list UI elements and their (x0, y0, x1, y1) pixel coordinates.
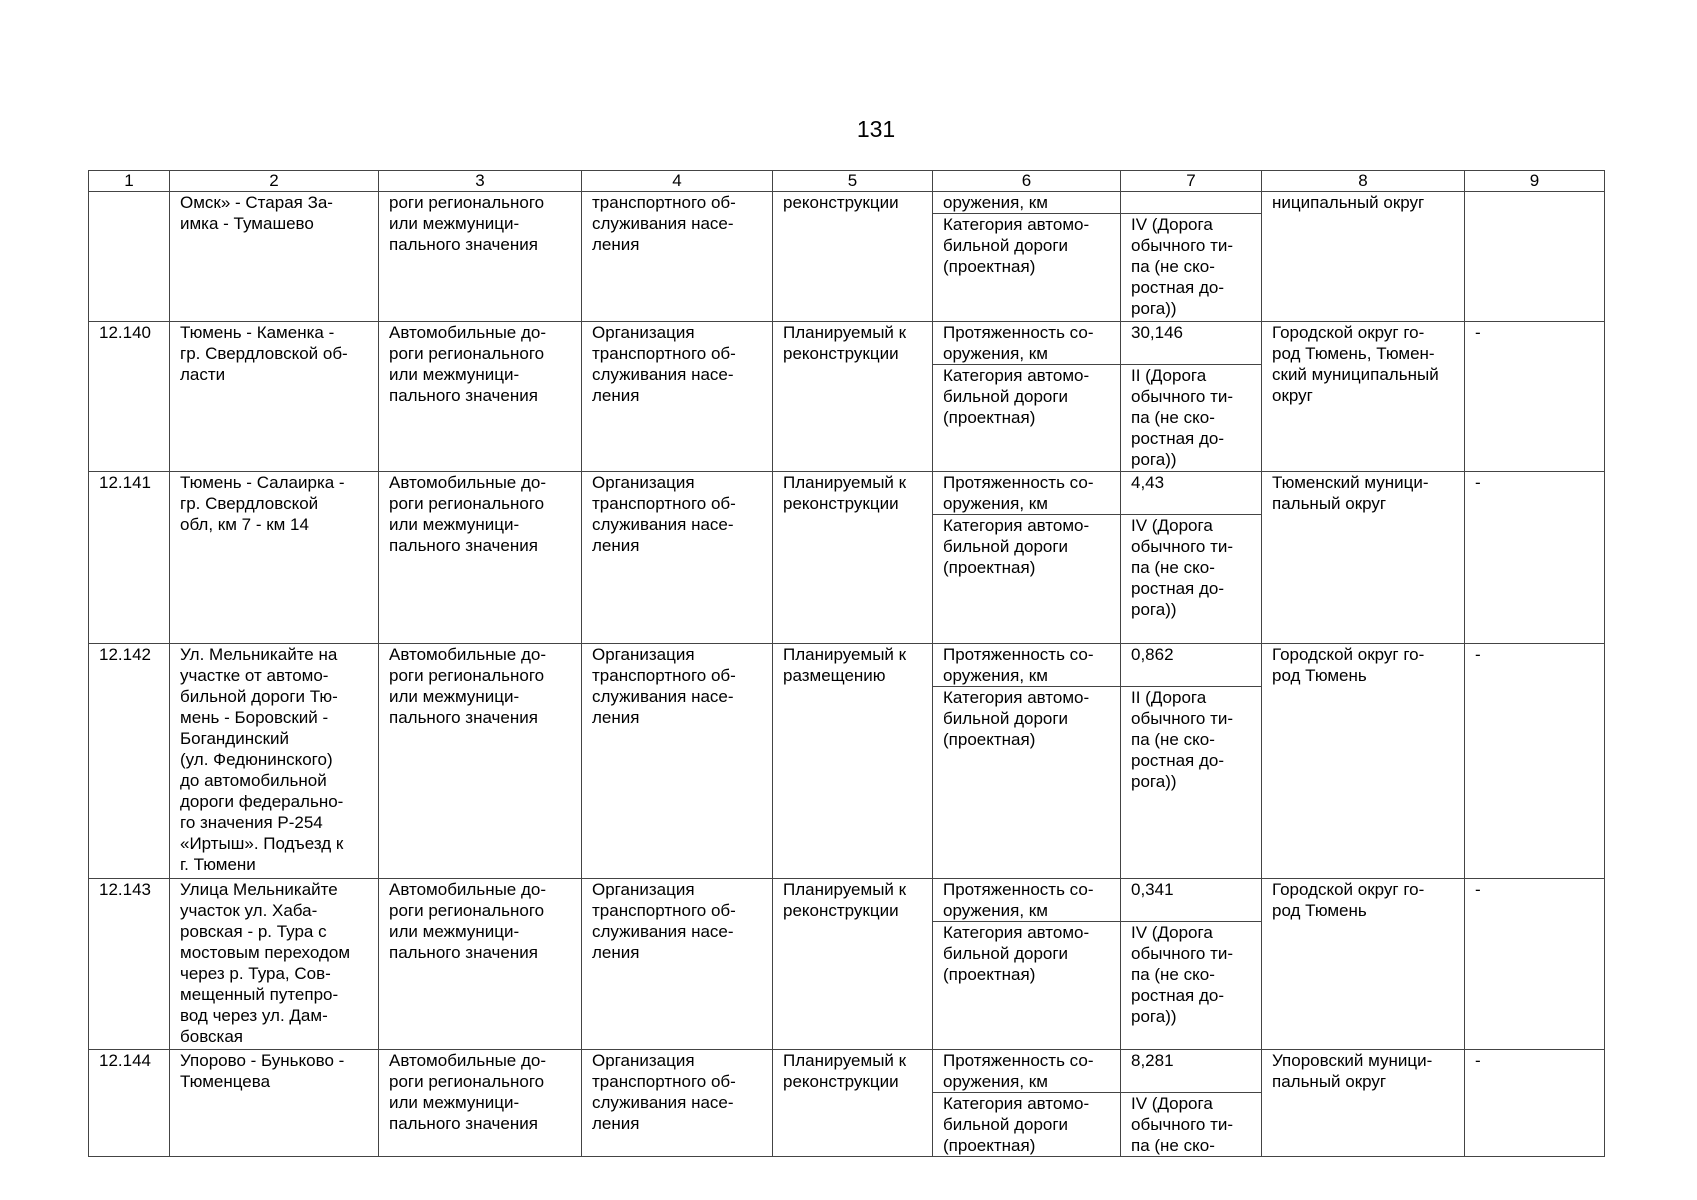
road-name-cell: Улица Мельникайте участок ул. Хаба- ровская - р. Тура с мостовым переходом через р. Тура, Сов- мещенный путепро- вод через ул. Дам- бовская (170, 879, 379, 1050)
category-label-cell: Категория автомо- бильной дороги (проектная) (933, 515, 1121, 644)
column-header-5: 5 (773, 171, 933, 192)
purpose-cell: Организация транспортного об- служивания насе- ления (582, 472, 773, 644)
road-name-cell: Омск» - Старая За- имка - Тумашево (170, 192, 379, 322)
row-number-cell: 12.143 (89, 879, 170, 1050)
purpose-cell: Организация транспортного об- служивания насе- ления (582, 644, 773, 879)
object-type-cell: Автомобильные до- роги регионального или межмуници- пального значения (379, 879, 582, 1050)
category-label-cell: Категория автомо- бильной дороги (проектная) (933, 214, 1121, 322)
length-label-cell: Протяженность со- оружения, км (933, 322, 1121, 365)
column-header-9: 9 (1465, 171, 1605, 192)
length-value-cell: 4,43 (1121, 472, 1262, 515)
purpose-cell: Организация транспортного об- служивания насе- ления (582, 322, 773, 472)
length-value-cell: 0,341 (1121, 879, 1262, 922)
length-label-cell: Протяженность со- оружения, км (933, 472, 1121, 515)
column-header-2: 2 (170, 171, 379, 192)
notes-cell: - (1465, 644, 1605, 879)
category-value-cell: IV (Дорога обычного ти- па (не ско- ростная до- рога)) (1121, 515, 1262, 644)
length-value-cell: 0,862 (1121, 644, 1262, 687)
length-label-cell: Протяженность со- оружения, км (933, 644, 1121, 687)
object-type-cell: Автомобильные до- роги регионального или межмуници- пального значения (379, 644, 582, 879)
notes-cell (1465, 192, 1605, 322)
status-cell: реконструкции (773, 192, 933, 322)
object-type-cell: Автомобильные до- роги регионального или межмуници- пального значения (379, 472, 582, 644)
row-number-cell (89, 192, 170, 322)
notes-cell: - (1465, 322, 1605, 472)
notes-cell: - (1465, 472, 1605, 644)
column-header-7: 7 (1121, 171, 1262, 192)
road-name-cell: Упорово - Буньково - Тюменцева (170, 1050, 379, 1157)
location-cell: ниципальный округ (1262, 192, 1465, 322)
table-row (89, 322, 1605, 365)
location-cell: Упоровский муници- пальный округ (1262, 1050, 1465, 1157)
length-label-cell: оружения, км (933, 192, 1121, 214)
purpose-cell: Организация транспортного об- служивания насе- ления (582, 879, 773, 1050)
category-value-cell: IV (Дорога обычного ти- па (не ско- (1121, 1093, 1262, 1157)
category-label-cell: Категория автомо- бильной дороги (проектная) (933, 687, 1121, 879)
header-row (89, 171, 1605, 192)
purpose-cell: транспортного об- служивания насе- ления (582, 192, 773, 322)
table-body (89, 192, 1605, 1157)
status-cell: Планируемый к реконструкции (773, 1050, 933, 1157)
table-row (89, 1050, 1605, 1093)
category-label-cell: Категория автомо- бильной дороги (проектная) (933, 1093, 1121, 1157)
category-value-cell: II (Дорога обычного ти- па (не ско- ростная до- рога)) (1121, 687, 1262, 879)
notes-cell: - (1465, 1050, 1605, 1157)
row-number-cell: 12.142 (89, 644, 170, 879)
column-header-1: 1 (89, 171, 170, 192)
status-cell: Планируемый к реконструкции (773, 322, 933, 472)
row-number-cell: 12.144 (89, 1050, 170, 1157)
length-value-cell: 30,146 (1121, 322, 1262, 365)
notes-cell: - (1465, 879, 1605, 1050)
status-cell: Планируемый к размещению (773, 644, 933, 879)
category-label-cell: Категория автомо- бильной дороги (проектная) (933, 922, 1121, 1050)
status-cell: Планируемый к реконструкции (773, 879, 933, 1050)
length-label-cell: Протяженность со- оружения, км (933, 879, 1121, 922)
road-name-cell: Тюмень - Каменка - гр. Свердловской об- ласти (170, 322, 379, 472)
object-type-cell: роги регионального или межмуници- пального значения (379, 192, 582, 322)
category-value-cell: II (Дорога обычного ти- па (не ско- ростная до- рога)) (1121, 365, 1262, 472)
table-row (89, 472, 1605, 515)
length-value-cell: 8,281 (1121, 1050, 1262, 1093)
data-table (88, 170, 1605, 1157)
location-cell: Городской округ го- род Тюмень (1262, 644, 1465, 879)
table-row (89, 644, 1605, 687)
table-row (89, 879, 1605, 922)
road-name-cell: Ул. Мельникайте на участке от автомо- бильной дороги Тю- мень - Боровский - Богандинский (ул. Федюнинского) до автомобильной дороги федерально- го значения Р-254 «Иртыш». Подъезд к г. Тюмени (170, 644, 379, 879)
row-number-cell: 12.140 (89, 322, 170, 472)
location-cell: Городской округ го- род Тюмень, Тюмен- ский муниципальный округ (1262, 322, 1465, 472)
column-header-4: 4 (582, 171, 773, 192)
purpose-cell: Организация транспортного об- служивания насе- ления (582, 1050, 773, 1157)
status-cell: Планируемый к реконструкции (773, 472, 933, 644)
location-cell: Тюменский муници- пальный округ (1262, 472, 1465, 644)
location-cell: Городской округ го- род Тюмень (1262, 879, 1465, 1050)
length-label-cell: Протяженность со- оружения, км (933, 1050, 1121, 1093)
object-type-cell: Автомобильные до- роги регионального или межмуници- пального значения (379, 322, 582, 472)
column-header-6: 6 (933, 171, 1121, 192)
table-row (89, 192, 1605, 214)
column-header-8: 8 (1262, 171, 1465, 192)
road-name-cell: Тюмень - Салаирка - гр. Свердловской обл, км 7 - км 14 (170, 472, 379, 644)
column-header-3: 3 (379, 171, 582, 192)
row-number-cell: 12.141 (89, 472, 170, 644)
page-number: 131 (856, 116, 896, 142)
category-value-cell: IV (Дорога обычного ти- па (не ско- ростная до- рога)) (1121, 214, 1262, 322)
object-type-cell: Автомобильные до- роги регионального или межмуници- пального значения (379, 1050, 582, 1157)
length-value-cell (1121, 192, 1262, 214)
category-label-cell: Категория автомо- бильной дороги (проектная) (933, 365, 1121, 472)
category-value-cell: IV (Дорога обычного ти- па (не ско- ростная до- рога)) (1121, 922, 1262, 1050)
